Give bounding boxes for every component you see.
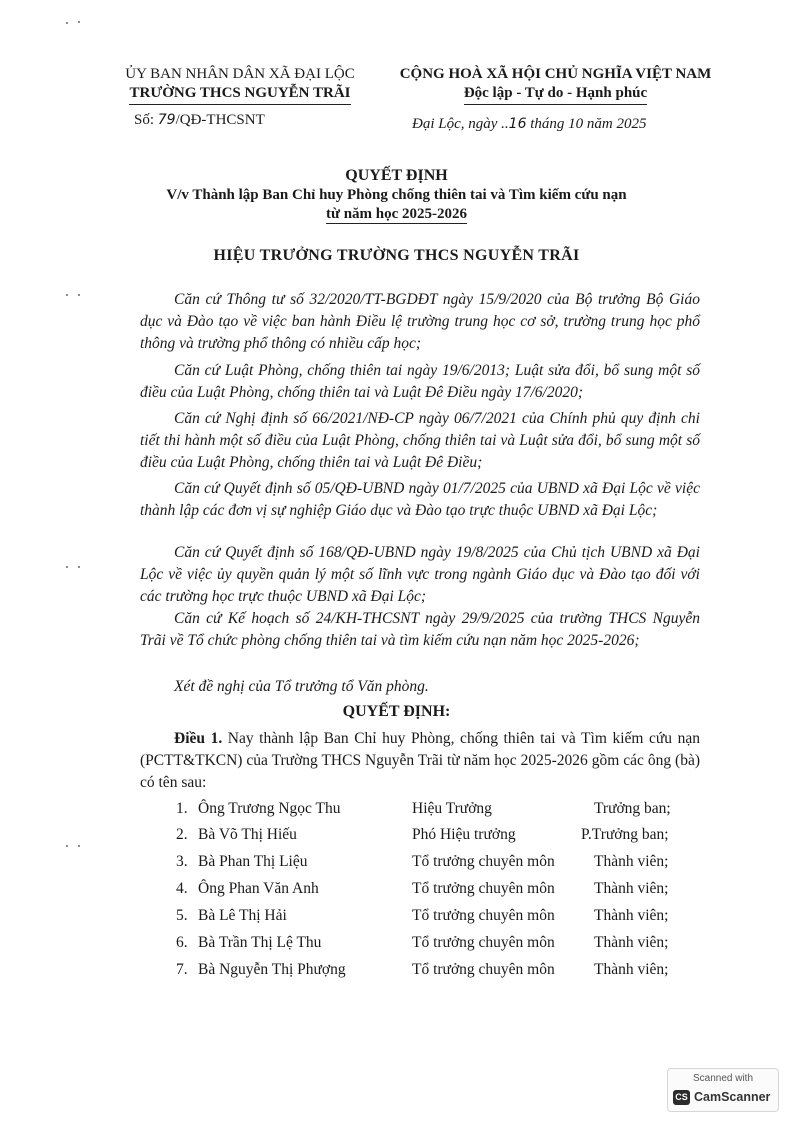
national-motto: [378, 65, 733, 105]
watermark-brand: CS CamScanner: [673, 1088, 770, 1106]
scan-speck: [66, 566, 68, 568]
decision-subject-line2: từ năm học 2025-2026: [325, 206, 468, 222]
document-date: Đại Lộc, ngày ..16 tháng 10 năm 2025: [412, 116, 647, 132]
camscanner-logo-icon: CS: [673, 1090, 690, 1105]
preamble-paragraph: Căn cứ Luật Phòng, chống thiên tai ngày 19/6/2013; Luật sửa đổi, bổ sung một số điều của Luật Phòng, chống thiên tai và Luật Đê Điều ngày 17/6/2020;: [140, 362, 700, 401]
scan-speck: [66, 294, 68, 296]
scan-speck: [78, 294, 80, 296]
preamble-paragraph: Căn cứ Thông tư số 32/2020/TT-BGDĐT ngày 15/9/2020 của Bộ trưởng Bộ Giáo dục và Đào tạo về việc ban hành Điều lệ trường trung học cơ sở, trường trung học phổ thông và trường phổ thông có nhiều cấp học;: [140, 291, 700, 352]
motto: Độc lập - Tự do - Hạnh phúc: [378, 84, 733, 105]
list-item: 6. Bà Trần Thị Lệ Thu Tổ trưởng chuyên môn Thành viên;: [176, 934, 669, 951]
decision-heading: QUYẾT ĐỊNH:: [342, 703, 451, 720]
agency-name: TRƯỜNG THCS NGUYỄN TRÃI: [95, 84, 385, 105]
scan-speck: [78, 21, 80, 23]
preamble-paragraph: Căn cứ Nghị định số 66/2021/NĐ-CP ngày 06/7/2021 của Chính phủ quy định chi tiết thi hành một số điều của Luật Phòng, chống thiên tai và Luật sửa đổi, bổ sung một số điều của Luật Phòng, chống thiên tai và Luật Đê Điều;: [140, 410, 700, 471]
list-item: 2. Bà Võ Thị Hiếu Phó Hiệu trưởng P.Trưởng ban;: [176, 826, 669, 843]
handwritten-day: 16: [508, 116, 527, 132]
list-item: 4. Ông Phan Văn Anh Tổ trưởng chuyên môn Thành viên;: [176, 880, 669, 897]
scan-speck: [66, 845, 68, 847]
scan-speck: [78, 845, 80, 847]
handwritten-number: 79: [157, 112, 176, 128]
scan-speck: [78, 566, 80, 568]
agency-parent: ỦY BAN NHÂN DÂN XÃ ĐẠI LỘC: [125, 66, 355, 82]
scan-speck: [66, 22, 68, 24]
camscanner-watermark: [667, 1068, 779, 1112]
country-name: CỘNG HOÀ XÃ HỘI CHỦ NGHĨA VIỆT NAM: [399, 66, 712, 82]
document-number: Số: 79/QĐ-THCSNT: [134, 112, 265, 128]
decision-subject-line1: V/v Thành lập Ban Chỉ huy Phòng chống thiên tai và Tìm kiếm cứu nạn: [166, 187, 627, 203]
preamble-paragraph: Căn cứ Kế hoạch số 24/KH-THCSNT ngày 29/9/2025 của trường THCS Nguyễn Trãi về Tổ chức phòng chống thiên tai và tìm kiếm cứu nạn năm học 2025-2026;: [140, 610, 700, 649]
watermark-caption: Scanned with: [692, 1073, 754, 1084]
preamble-paragraph: Căn cứ Quyết định số 05/QĐ-UBND ngày 01/7/2025 của UBND xã Đại Lộc về việc thành lập các đơn vị sự nghiệp Giáo dục và Đào tạo trực thuộc UBND xã Đại Lộc;: [140, 480, 700, 519]
preamble-paragraph: Xét đề nghị của Tổ trưởng tổ Văn phòng.: [174, 678, 429, 695]
article-label: Điều 1.: [174, 730, 223, 747]
authority-heading: HIỆU TRƯỞNG TRƯỜNG THCS NGUYỄN TRÃI: [213, 247, 580, 264]
list-item: 3. Bà Phan Thị Liệu Tổ trưởng chuyên môn Thành viên;: [176, 853, 669, 870]
list-item: 5. Bà Lê Thị Hải Tổ trưởng chuyên môn Thành viên;: [176, 907, 669, 924]
list-item: 1. Ông Trương Ngọc Thu Hiệu Trưởng Trưởng ban;: [176, 800, 671, 817]
decision-title: QUYẾT ĐỊNH: [345, 167, 448, 184]
issuing-agency: [95, 65, 385, 105]
preamble-paragraph: Căn cứ Quyết định số 168/QĐ-UBND ngày 19/8/2025 của Chủ tịch UBND xã Đại Lộc về việc ủy quyền quản lý một số lĩnh vực trong ngành Giáo dục và Đào tạo đối với các trường học trực thuộc UBND xã Đại Lộc;: [140, 544, 700, 605]
article-1: Điều 1. Nay thành lập Ban Chỉ huy Phòng, chống thiên tai và Tìm kiếm cứu nạn (PCTT&TKCN) của Trường THCS Nguyễn Trãi từ năm học 2025-2026 gồm các ông (bà) có tên sau:: [140, 730, 700, 791]
list-item: 7. Bà Nguyễn Thị Phượng Tổ trưởng chuyên môn Thành viên;: [176, 961, 669, 978]
